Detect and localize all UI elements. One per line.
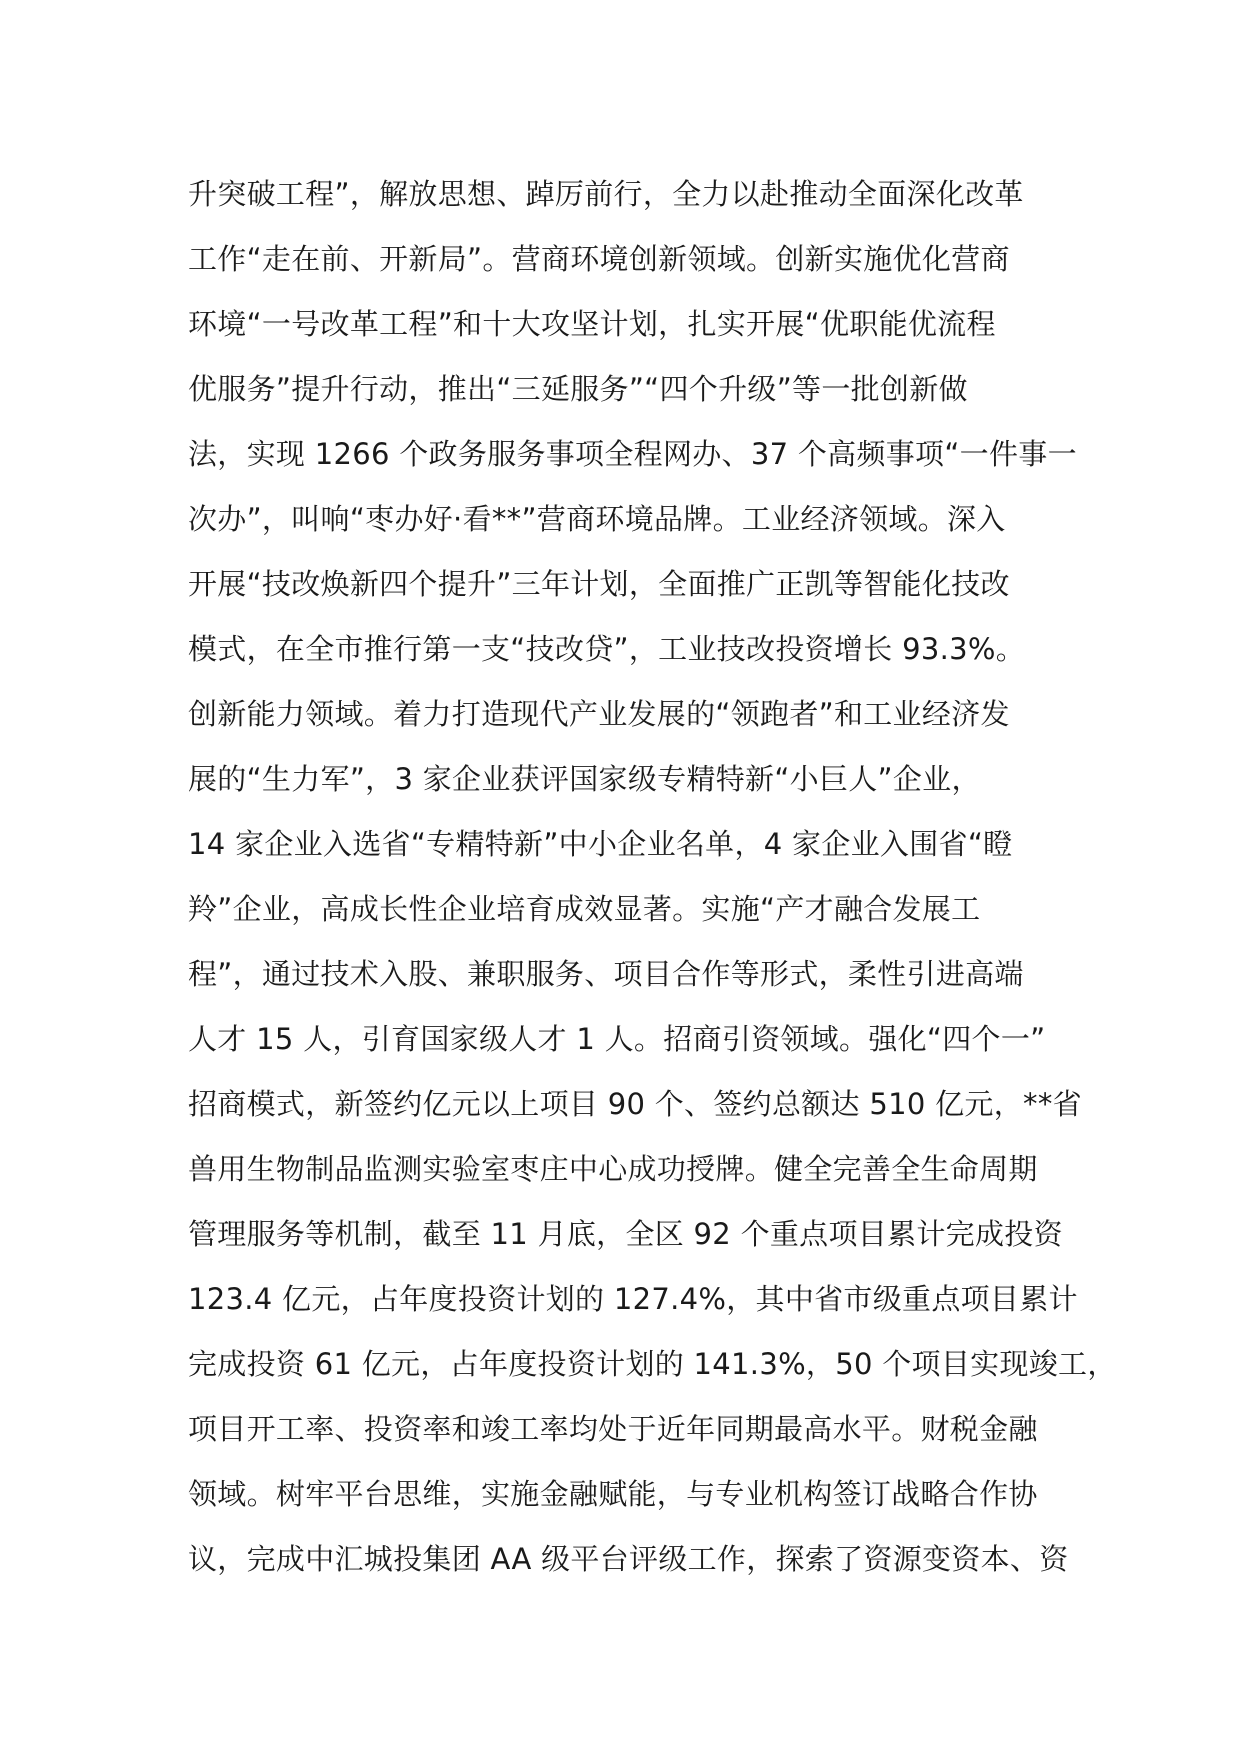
- text-line: 领域。树牢平台思维，实施金融赋能，与专业机构签订战略合作协: [188, 1477, 1038, 1511]
- text-line: 法，实现 1266 个政务服务事项全程网办、37 个高频事项“一件事一: [188, 437, 1077, 471]
- text-line: 兽用生物制品监测实验室枣庄中心成功授牌。健全完善全生命周期: [188, 1152, 1038, 1186]
- text-line: 工作“走在前、开新局”。营商环境创新领域。创新实施优化营商: [188, 242, 1010, 276]
- text-line: 升突破工程”，解放思想、踔厉前行，全力以赴推动全面深化改革: [188, 177, 1024, 211]
- text-line: 议，完成中汇城投集团 AA 级平台评级工作，探索了资源变资本、资: [188, 1542, 1069, 1576]
- body-paragraph: [188, 170, 1117, 1600]
- text-line: 创新能力领域。着力打造现代产业发展的“领跑者”和工业经济发: [188, 697, 1010, 731]
- text-line: 优服务”提升行动，推出“三延服务”“四个升级”等一批创新做: [188, 372, 968, 406]
- text-line: 项目开工率、投资率和竣工率均处于近年同期最高水平。财税金融: [188, 1412, 1038, 1446]
- text-line: 程”，通过技术入股、兼职服务、项目合作等形式，柔性引进高端: [188, 957, 1024, 991]
- text-line: 完成投资 61 亿元，占年度投资计划的 141.3%，50 个项目实现竣工，: [188, 1347, 1117, 1381]
- text-line: 展的“生力军”，3 家企业获评国家级专精特新“小巨人”企业，: [188, 762, 981, 796]
- text-line: 次办”，叫响“枣办好·看**”营商环境品牌。工业经济领域。深入: [188, 502, 1006, 536]
- text-line: 开展“技改焕新四个提升”三年计划，全面推广正凯等智能化技改: [188, 567, 1010, 601]
- text-line: 模式，在全市推行第一支“技改贷”，工业技改投资增长 93.3%。: [188, 632, 1025, 666]
- text-line: 环境“一号改革工程”和十大攻坚计划，扎实开展“优职能优流程: [188, 307, 996, 341]
- text-line: 14 家企业入选省“专精特新”中小企业名单，4 家企业入围省“瞪: [188, 827, 1013, 861]
- text-line: 羚”企业，高成长性企业培育成效显著。实施“产才融合发展工: [188, 892, 981, 926]
- text-line: 人才 15 人，引育国家级人才 1 人。招商引资领域。强化“四个一”: [188, 1022, 1046, 1056]
- text-line: 管理服务等机制，截至 11 月底，全区 92 个重点项目累计完成投资: [188, 1217, 1063, 1251]
- text-line: 招商模式，新签约亿元以上项目 90 个、签约总额达 510 亿元，**省: [188, 1087, 1082, 1121]
- text-line: 123.4 亿元，占年度投资计划的 127.4%，其中省市级重点项目累计: [188, 1282, 1078, 1316]
